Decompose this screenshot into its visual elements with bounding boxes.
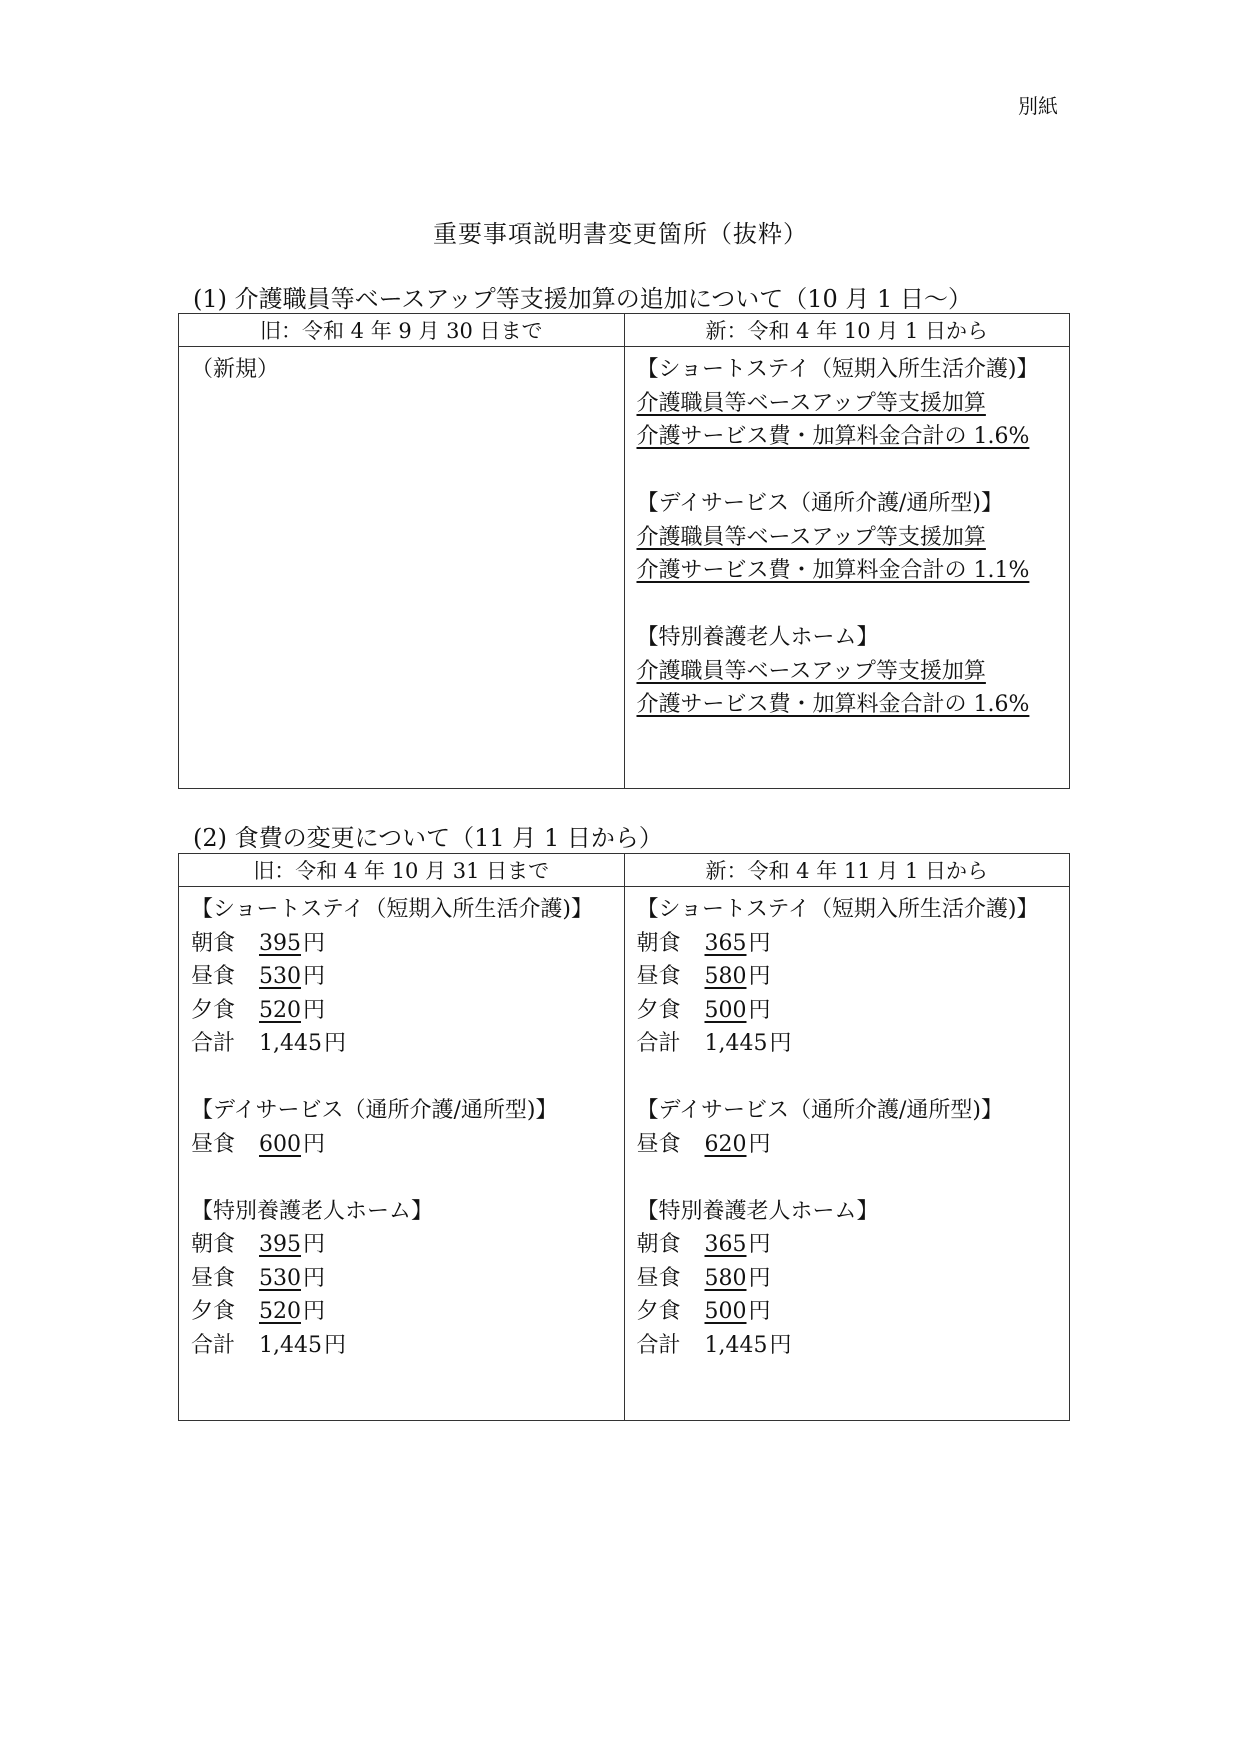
meal-label: 朝食 <box>636 1232 681 1257</box>
total-row <box>637 1329 1070 1363</box>
short-stay-meal-block <box>191 893 624 1061</box>
total-amount: 1,445 <box>704 1031 768 1056</box>
attachment-label: 別紙 <box>1018 94 1058 118</box>
service-label: 【ショートステイ（短期入所生活介護)】 <box>636 897 1039 922</box>
day-service-meal-block <box>637 1094 1070 1161</box>
meal-amount: 500 <box>704 1299 747 1324</box>
short-stay-meal-block <box>637 893 1070 1061</box>
meal-label: 昼食 <box>636 964 681 989</box>
yen-unit: 円 <box>303 997 326 1023</box>
yen-unit: 円 <box>748 1232 771 1257</box>
page-title: 重要事項説明書変更箇所（抜粋） <box>433 220 808 248</box>
meal-label: 朝食 <box>636 930 681 956</box>
meal-row <box>191 994 624 1028</box>
addition-rate: 介護サービス費・加算料金合計の 1.6% <box>636 424 1030 449</box>
total-label: 合計 <box>636 1332 681 1358</box>
section1-heading: (1) 介護職員等ベースアップ等支援加算の追加について（10 月 1 日～） <box>193 285 972 313</box>
total-row <box>191 1329 624 1363</box>
yen-unit: 円 <box>303 1265 326 1291</box>
total-amount: 1,445 <box>704 1332 768 1358</box>
total-label: 合計 <box>636 1031 681 1056</box>
meal-row <box>191 1128 624 1162</box>
meal-amount: 395 <box>259 1232 301 1257</box>
meal-amount: 520 <box>259 1299 301 1324</box>
yen-unit: 円 <box>303 1232 326 1257</box>
meal-label: 朝食 <box>191 1232 236 1257</box>
short-stay-addition-block <box>637 353 1070 454</box>
meal-label: 昼食 <box>636 1265 681 1291</box>
meal-amount: 365 <box>704 1232 747 1257</box>
old-column-header: 旧：令和 4 年 9 月 30 日まで <box>179 314 625 347</box>
nursing-home-addition-block <box>637 621 1070 722</box>
meal-row <box>191 1228 624 1262</box>
meal-label: 昼食 <box>191 1265 236 1291</box>
meal-amount: 620 <box>704 1131 747 1157</box>
service-label: 【特別養護老人ホーム】 <box>636 625 879 650</box>
meal-row <box>191 927 624 961</box>
nursing-home-meal-block <box>637 1195 1070 1363</box>
service-label: 【デイサービス（通所介護/通所型)】 <box>636 491 1003 516</box>
meal-amount: 580 <box>704 1265 747 1291</box>
addition-name: 介護職員等ベースアップ等支援加算 <box>636 658 986 684</box>
service-label: 【ショートステイ（短期入所生活介護)】 <box>191 897 593 922</box>
meal-amount: 365 <box>704 930 747 956</box>
yen-unit: 円 <box>748 1299 771 1324</box>
addition-name: 介護職員等ベースアップ等支援加算 <box>636 524 986 550</box>
yen-unit: 円 <box>303 1299 326 1324</box>
total-row <box>637 1027 1070 1061</box>
meal-row <box>637 1228 1070 1262</box>
yen-unit: 円 <box>748 997 771 1023</box>
meal-label: 夕食 <box>191 997 236 1023</box>
nursing-home-meal-block <box>191 1195 624 1363</box>
meal-amount: 530 <box>259 1265 301 1291</box>
total-label: 合計 <box>191 1332 236 1358</box>
meal-row <box>191 1262 624 1296</box>
old-column-cell <box>179 347 625 789</box>
meal-amount: 500 <box>704 997 747 1023</box>
meal-row <box>637 927 1070 961</box>
new-column-header: 新：令和 4 年 11 月 1 日から <box>624 854 1070 887</box>
meal-label: 昼食 <box>636 1131 681 1157</box>
meal-label: 朝食 <box>191 930 236 956</box>
meal-label: 夕食 <box>636 997 681 1023</box>
old-column-cell <box>179 887 625 1421</box>
meal-label: 夕食 <box>191 1299 236 1324</box>
day-service-addition-block <box>637 487 1070 588</box>
service-label: 【ショートステイ（短期入所生活介護)】 <box>636 357 1039 382</box>
meal-row <box>191 960 624 994</box>
meal-amount: 530 <box>259 964 301 989</box>
addition-comparison-table <box>178 313 1070 789</box>
total-amount: 1,445 <box>259 1332 322 1358</box>
yen-unit: 円 <box>303 964 326 989</box>
addition-name: 介護職員等ベースアップ等支援加算 <box>636 390 986 416</box>
meal-row <box>191 1295 624 1329</box>
total-row <box>191 1027 624 1061</box>
meal-amount: 520 <box>259 997 301 1023</box>
yen-unit: 円 <box>323 1031 346 1056</box>
meal-amount: 600 <box>259 1131 301 1157</box>
addition-rate: 介護サービス費・加算料金合計の 1.1% <box>636 558 1030 583</box>
service-label: 【特別養護老人ホーム】 <box>636 1198 879 1224</box>
service-label: 【デイサービス（通所介護/通所型)】 <box>191 1098 558 1123</box>
new-item-note: （新規） <box>191 357 280 382</box>
old-column-header: 旧：令和 4 年 10 月 31 日まで <box>179 854 625 887</box>
day-service-meal-block <box>191 1094 624 1161</box>
meal-cost-comparison-table <box>178 853 1070 1421</box>
meal-row <box>637 960 1070 994</box>
section2-heading: (2) 食費の変更について（11 月 1 日から） <box>193 824 663 852</box>
yen-unit: 円 <box>323 1332 346 1358</box>
yen-unit: 円 <box>748 930 771 956</box>
meal-row <box>637 1262 1070 1296</box>
total-amount: 1,445 <box>259 1031 322 1056</box>
new-column-cell <box>624 887 1070 1421</box>
meal-row <box>637 1128 1070 1162</box>
total-label: 合計 <box>191 1031 236 1056</box>
yen-unit: 円 <box>769 1332 792 1358</box>
addition-rate: 介護サービス費・加算料金合計の 1.6% <box>636 692 1030 717</box>
meal-amount: 395 <box>259 930 301 956</box>
yen-unit: 円 <box>748 1131 771 1157</box>
yen-unit: 円 <box>748 1265 771 1291</box>
meal-label: 昼食 <box>191 964 236 989</box>
meal-row <box>637 1295 1070 1329</box>
meal-label: 夕食 <box>636 1299 681 1324</box>
new-column-header: 新：令和 4 年 10 月 1 日から <box>624 314 1070 347</box>
yen-unit: 円 <box>303 1131 326 1157</box>
yen-unit: 円 <box>303 930 326 956</box>
meal-row <box>637 994 1070 1028</box>
meal-label: 昼食 <box>191 1131 236 1157</box>
service-label: 【デイサービス（通所介護/通所型)】 <box>636 1098 1003 1123</box>
new-column-cell <box>624 347 1070 789</box>
service-label: 【特別養護老人ホーム】 <box>191 1198 434 1224</box>
meal-amount: 580 <box>704 964 747 989</box>
yen-unit: 円 <box>769 1031 792 1056</box>
yen-unit: 円 <box>748 964 771 989</box>
